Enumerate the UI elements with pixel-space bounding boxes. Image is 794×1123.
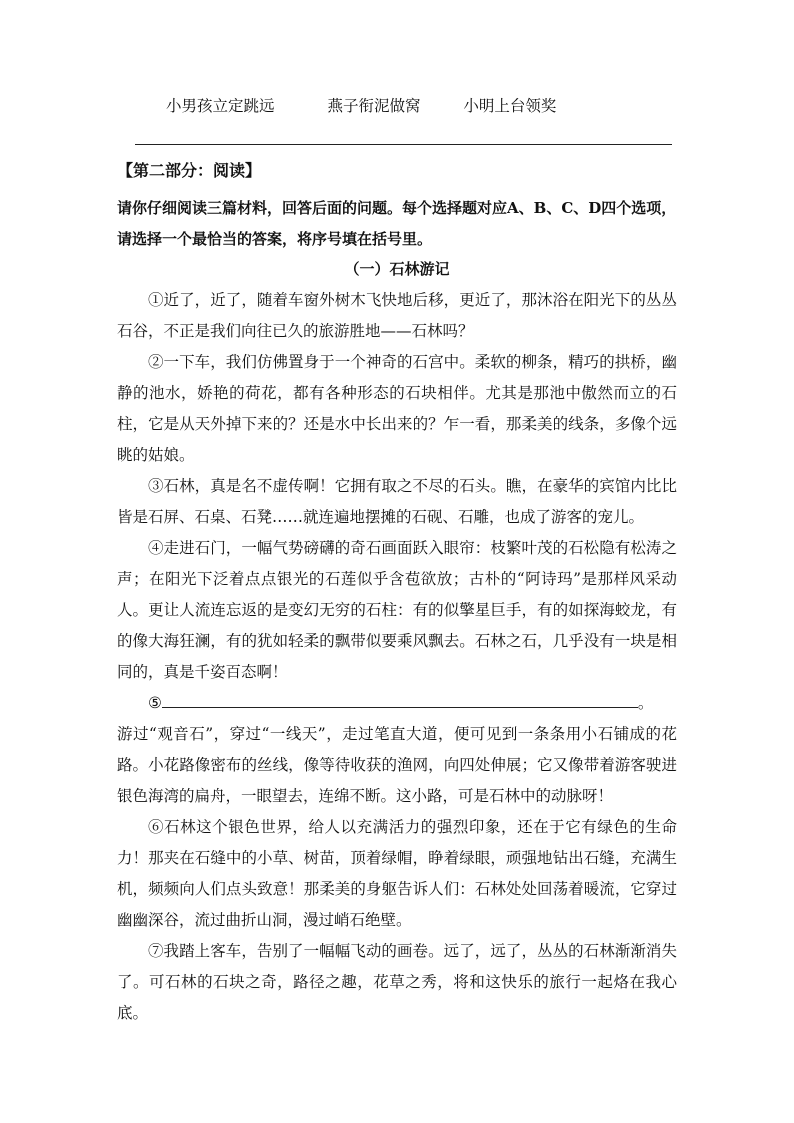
answer-line: [135, 144, 672, 145]
paragraph-5-period: 。: [637, 694, 654, 712]
story-title: （一）石林游记: [344, 260, 450, 278]
paragraph-2: ②一下车，我们仿佛置身于一个神奇的石宫中。柔软的柳条，精巧的拱桥，幽静的池水，娇艳的荷花，都有各种形态的石块相伴。尤其是那池中傲然而立的石柱，它是从天外掉下来的？还是水中长出来的？乍一看，那柔美的线条，多像个远眺的姑娘。: [117, 353, 677, 464]
story-body: [117, 285, 677, 1029]
paragraph-7: ⑦我踏上客车，告别了一幅幅飞动的画卷。远了，远了，丛丛的石林渐渐消失了。可石林的石块之奇，路径之趣，花草之秀，将和这快乐的旅行一起烙在我心底。: [117, 942, 677, 1022]
instruction-text: 请你仔细阅读三篇材料，回答后面的问题。每个选择题对应A、B、C、D四个选项，请选择一个最恰当的答案，将序号填在括号里。: [117, 199, 677, 248]
option-text-1: 小男孩立定跳远: [166, 97, 275, 115]
option-text-3: 小明上台领奖: [463, 97, 557, 115]
fill-in-blank[interactable]: [162, 689, 638, 708]
paragraph-3: ③石林，真是名不虚传啊！它拥有取之不尽的石头。瞧，在豪华的宾馆内比比皆是石屏、石桌、石凳……就连遍地摆摊的石砚、石雕，也成了游客的宠儿。: [117, 477, 677, 526]
answer-options-row: [166, 94, 556, 116]
section-title: 【第二部分：阅读】: [117, 161, 262, 180]
paragraph-5-label: ⑤: [148, 694, 162, 712]
paragraph-4: ④走进石门，一幅气势磅礴的奇石画面跃入眼帘：枝繁叶茂的石松隐有松涛之声；在阳光下泛着点点银光的石莲似乎含苞欲放；古朴的“阿诗玛”是那样风采动人。更让人流连忘返的是变幻无穷的石柱：有的似擎星巨手，有的如探海蛟龙，有的像大海狂澜，有的犹如轻柔的飘带似要乘风飘去。石林之石，几乎没有一块是相同的，真是千姿百态啊！: [117, 539, 677, 681]
paragraph-6: ⑥石林这个银色世界，给人以充满活力的强烈印象，还在于它有绿色的生命力！那夹在石缝中的小草、树苗，顶着绿帽，睁着绿眼，顽强地钻出石缝，充满生机，频频向人们点头致意！那柔美的身躯告诉人们：石林处处回荡着暖流，它穿过幽幽深谷，流过曲折山洞，漫过峭石绝壁。: [117, 818, 677, 929]
paragraph-1: ①近了，近了，随着车窗外树木飞快地后移，更近了，那沐浴在阳光下的丛丛石谷，不正是我们向往已久的旅游胜地——石林吗？: [117, 291, 677, 340]
paragraph-5-blank: [117, 688, 677, 719]
option-text-2: 燕子衔泥做窝: [327, 97, 421, 115]
paragraph-5-body: 游过“观音石”，穿过“一线天”，走过笔直大道，便可见到一条条用小石铺成的花路。小花路像密布的丝线，像等待收获的渔网，向四处伸展；它又像带着游客驶进银色海湾的扁舟，一眼望去，连绵不断。这小路，可是石林中的动脉呀！: [117, 725, 677, 805]
